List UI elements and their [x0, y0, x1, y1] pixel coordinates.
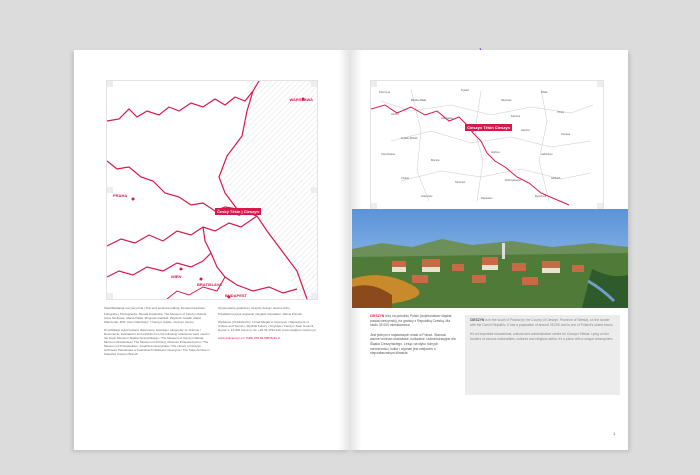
town-label: Frýdek-Místek: [401, 137, 418, 140]
town-label: Hażlach: [551, 177, 561, 180]
town-label: Wisła: [541, 91, 548, 94]
town-label: Zebrzydowice: [505, 179, 522, 182]
town-label: Ustroń: [391, 113, 399, 116]
region-map-graphic: [107, 81, 317, 299]
map-badge-cieszyn: Cieszyn Těšín Cieszyn: [467, 125, 510, 130]
map-label-bratislava: BRATISLAVA: [197, 282, 222, 287]
paragraph-text: is in the south of Poland (in the County of Cieszyn, Province of Silesia), on the border with the Czech Republic. It has a population of around 35,000 and is one of Poland's oldest towns.: [470, 318, 614, 327]
lead-word: CIESZYN: [370, 314, 385, 318]
english-description: [470, 318, 614, 341]
paragraph-text: leży na południu Polski (województwo śląskie, powiat cieszyński), na granicy z Republiką Czeską. Ma około 35 000 mieszkańców.: [370, 314, 453, 328]
credits-text: Fotografie | Photographs: Renata Karpińska, The Museum of Cieszyn Silesia, Anna Szołtysek, Marek Pałka, Zbigniew Geblicki, Wojciech Gawlik, Rafał Wieczorek, ZDK „Dom Narodowy” / Cieszyn Castle, Cieszyn Centre: [104, 312, 207, 324]
local-map: [370, 80, 604, 210]
lead-word: CIESZYN: [470, 318, 485, 322]
local-map-graphic: [371, 81, 603, 209]
page-number: 1: [613, 431, 616, 436]
polish-description: [370, 314, 456, 356]
town-label: Havířov: [521, 129, 530, 132]
town-label: Czechowice: [381, 153, 395, 156]
town-label: Dębowiec: [481, 197, 493, 200]
credits-column-1: [104, 306, 214, 356]
paragraph-text: Jest jednym z najstarszych miast w Polsce. Stanowi ważne centrum oświatowe, kulturalne i administracyjne dla Śląska Cieszyńskiego. Leżąc na styku różnych narodowości, kultur i wyznań jest miejscem o niepowtarzalnym klimacie.: [370, 332, 456, 356]
town-label: Bystrzyca: [535, 195, 547, 198]
region-map: [106, 80, 318, 300]
town-label: Třinec: [557, 111, 565, 114]
cieszyn-town-photo: [352, 209, 628, 308]
map-label-wien: WIEN: [171, 274, 182, 279]
town-label: Jastrzębie: [441, 117, 453, 120]
town-label: Bielsko-Biała: [411, 99, 426, 102]
town-label: Istebna: [491, 151, 500, 154]
town-label: Skoczów: [501, 99, 512, 102]
credits-column-2: [218, 306, 318, 340]
map-label-warszawa: WARSZAWA: [289, 97, 313, 102]
credits-text: Wydawca | Published by: Urząd Miejski w Cieszynie / Department of Culture and Tourism, Wydział Kultury i Turystyki / Cieszyn Town Council, Rynek 1, 43-400 Cieszyn, tel. +48 33 4794 240, promocja@um.cieszyn.pl: [218, 320, 316, 332]
credits-text: Tekst/Redakcja merytoryczna | Text and technical editing: Renata Karpińska: [104, 306, 205, 310]
paragraph-text: It's an important educational, cultural and administrative centre for Cieszyn Silesia. Lying on the borders of various nationalities, cultures and religious faiths, it's a place with a unique atmosphere.: [470, 332, 614, 341]
map-label-budapest: BUDAPEST: [225, 293, 248, 298]
website-link[interactable]: www.visitcieszyn.pl / ISBN 978-83-89835-66-9: [218, 336, 280, 340]
credits-text: Opracowanie graficzne | Graphic design: Hanna Ochs: [218, 306, 290, 310]
town-label: Strumień: [455, 181, 466, 184]
credits-text: W publikacji wykorzystano dokumenty, ilustracje i eksponaty ze zbiorów / Documents, illustrations and exhibits from the following collections were used in the book: Muzeum Śląska Cieszyńskiego / The Museum of Cieszyn Silesia, Muzeum Drukarstwa / The Museum of Printing, Muzeum Protestantyzmu / The Museum of Protestantism, Książnica Cieszyńska / The Library of Cieszyn, Archiwum Państwowe w Katowicach Oddział w Cieszynie / The State Archive in Katowice Cieszyn Branch: [104, 328, 210, 356]
cieszyn-town-photo-graphic: [352, 209, 628, 308]
town-label: Żywiec: [461, 89, 470, 92]
map-badge-cieszyn: Český Těšín | Cieszyn: [217, 209, 259, 214]
town-label: Pszczyna: [379, 91, 391, 94]
town-label: Goleszów: [421, 195, 433, 198]
town-label: Ostrava: [561, 133, 571, 136]
map-label-praha: PRAHA: [113, 193, 128, 198]
town-label: Brenna: [431, 159, 440, 162]
town-label: Karviná: [511, 115, 520, 118]
town-label: Jablunkov: [541, 153, 553, 156]
credits-text: Przekład na język angielski | English translation: Daniel Prinsch: [218, 312, 302, 316]
town-label: Chybie: [401, 177, 410, 180]
